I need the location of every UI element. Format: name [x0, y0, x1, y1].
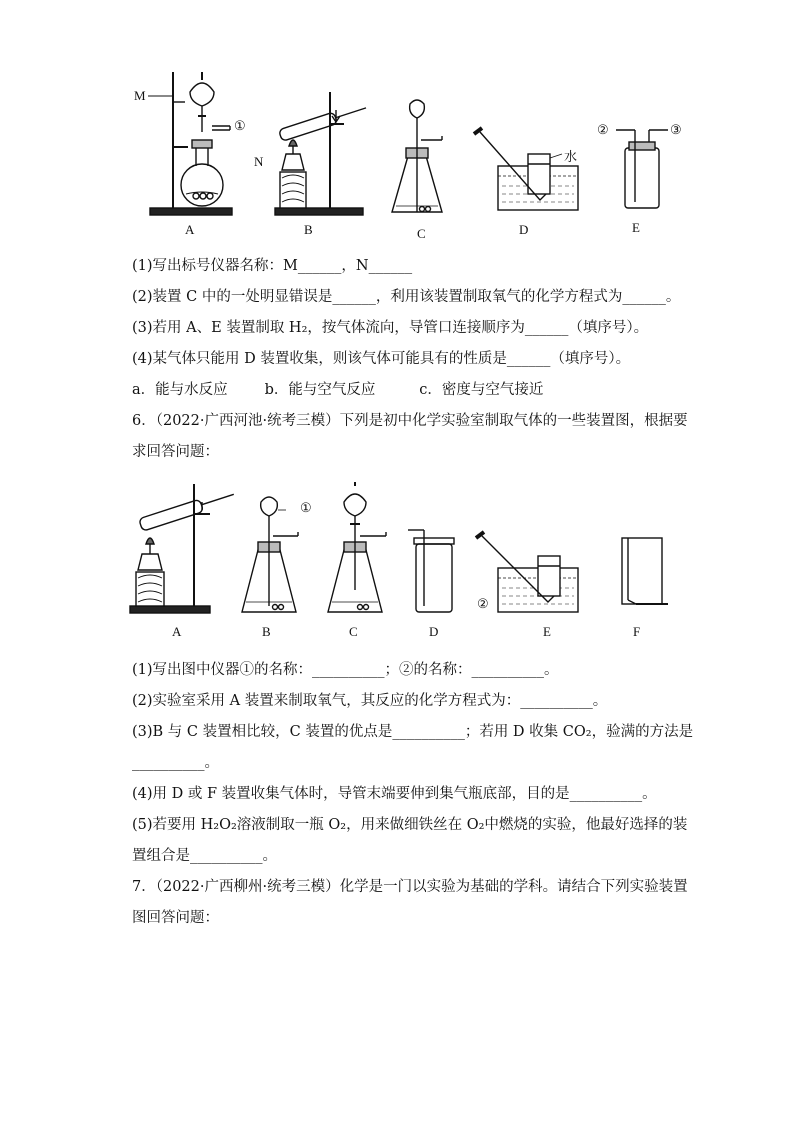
figure1-mark-N: N — [254, 154, 264, 169]
figure2-label-A: A — [172, 624, 182, 639]
q5-option-c: c．密度与空气接近 — [419, 382, 544, 398]
apparatus-figure-2-drawing — [128, 480, 673, 640]
q7-intro-line-1: 7．（2022·广西柳州·统考三模）化学是一门以实验为基础的学科。请结合下列实验装置 — [132, 879, 688, 895]
figure1-mark-M: M — [134, 88, 146, 103]
q5-option-b: b．能与空气反应 — [264, 382, 376, 398]
figure2-mark-2: ② — [477, 596, 489, 611]
figure1-label-B: B — [304, 222, 313, 237]
q5-line-3: (3)若用 A、E 装置制取 H₂，按气体流向，导管口连接顺序为______（填序号）。 — [132, 320, 649, 336]
figure2-label-F: F — [633, 624, 641, 639]
q6-line-2: (2)实验室采用 A 装置来制取氧气，其反应的化学方程式为：__________。 — [132, 693, 608, 709]
q6-intro-line-2: 求回答问题： — [132, 444, 219, 460]
q5-line-2: (2)装置 C 中的一处明显错误是______，利用该装置制取氧气的化学方程式为______。 — [132, 289, 681, 305]
q5-line-4: (4)某气体只能用 D 装置收集，则该气体可能具有的性质是______（填序号）。 — [132, 351, 631, 367]
figure1-label-E: E — [632, 220, 640, 235]
figure2-label-C: C — [349, 624, 358, 639]
figure1-label-C: C — [417, 226, 426, 241]
figure1-mark-3: ③ — [670, 122, 682, 137]
figure1-mark-1: ① — [234, 118, 246, 133]
figure2-label-D: D — [429, 624, 439, 639]
apparatus-figure-1-drawing — [130, 62, 700, 242]
apparatus-figure-2 — [128, 480, 673, 640]
q6-line-3: (3)B 与 C 装置相比较，C 装置的优点是__________；若用 D 收集 CO₂，验满的方法是 — [132, 724, 694, 740]
figure2-label-E: E — [543, 624, 551, 639]
q6-line-1: (1)写出图中仪器①的名称：__________；②的名称：__________。 — [132, 662, 559, 678]
q5-options — [132, 380, 692, 400]
q6-line-6: (5)若要用 H₂O₂溶液制取一瓶 O₂，用来做细铁丝在 O₂中燃烧的实验，他最好选择的装 — [132, 817, 688, 833]
q5-line-1: (1)写出标号仪器名称：M______，N______ — [132, 258, 413, 274]
q7-intro-line-2: 图回答问题： — [132, 910, 219, 926]
q6-line-5: (4)用 D 或 F 装置收集气体时，导管末端要伸到集气瓶底部，目的是__________。 — [132, 786, 657, 802]
figure1-mark-2: ② — [597, 122, 609, 137]
figure1-mark-water: 水 — [564, 149, 578, 164]
apparatus-figure-1 — [130, 62, 700, 242]
figure2-label-B: B — [262, 624, 271, 639]
figure1-label-A: A — [185, 222, 195, 237]
q6-line-4: __________。 — [132, 755, 219, 771]
q6-line-7: 置组合是__________。 — [132, 848, 277, 864]
q6-intro-line-1: 6．（2022·广西河池·统考三模）下列是初中化学实验室制取气体的一些装置图，根据要 — [132, 413, 688, 429]
figure1-label-D: D — [519, 222, 529, 237]
q5-option-a: a．能与水反应 — [132, 382, 228, 398]
figure2-mark-1: ① — [300, 500, 312, 515]
